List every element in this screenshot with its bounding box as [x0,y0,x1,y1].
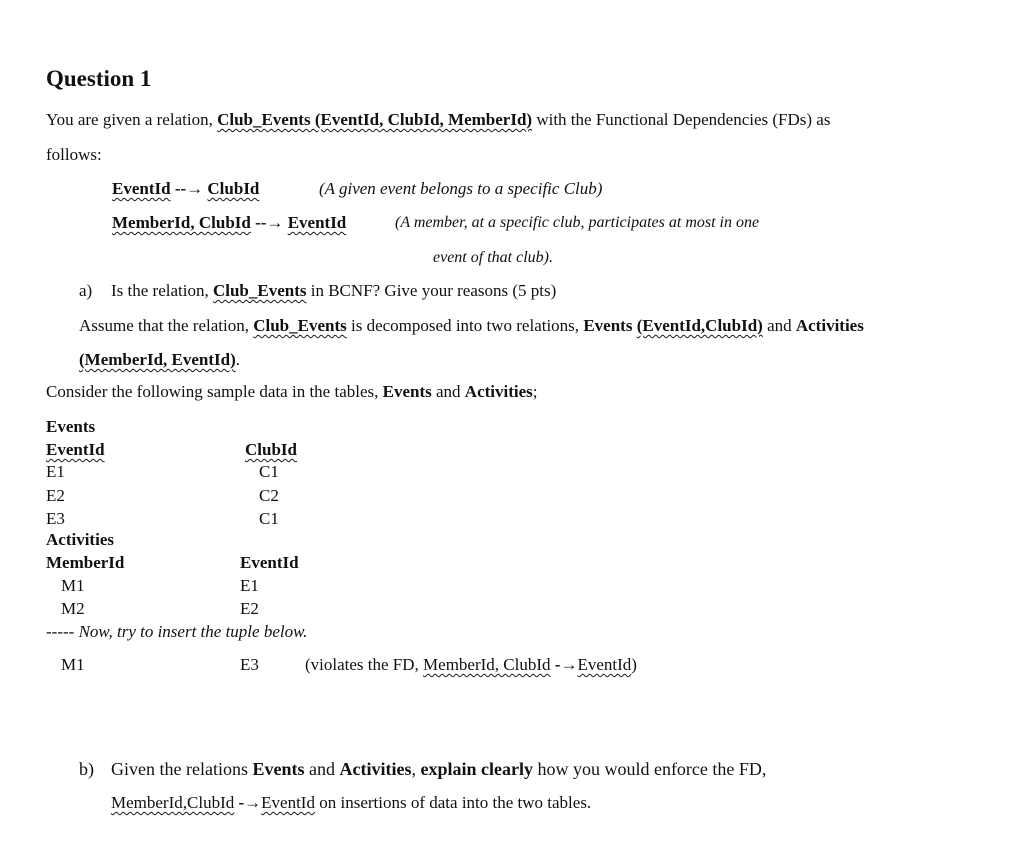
part-a-text [111,281,556,301]
activities-cell: M2 [61,599,85,618]
insert-violation [305,655,637,675]
events-cell: C2 [259,486,279,505]
insert-dashes: ----- [46,622,75,641]
fd1-lhs: EventId [112,179,171,198]
part-a-relation: Club_Events [212,281,307,300]
part-b-label: b) [79,759,94,779]
assume-line-2 [79,350,240,370]
part-a-prefix: Is the relation, [111,281,213,300]
activities-header-eventid: EventId [240,553,299,572]
activities-cell: E2 [240,599,259,618]
part-b-fd-rhs: EventId [261,793,315,812]
activities-table-title: Activities [46,530,114,549]
assume-activities-attrs: (MemberId, EventId) [79,350,236,369]
intro-prefix: You are given a relation, [46,110,218,129]
part-b-fd-lhs: MemberId,ClubId [111,793,235,812]
violation-suffix: ) [631,655,637,674]
insert-tuple-event: E3 [240,655,259,674]
consider-events: Events [382,382,432,401]
events-header-eventid: EventId [46,440,105,459]
consider-activities: Activities [464,382,533,401]
part-b-fd-arrow: -→ [234,793,262,812]
fd1-note: (A given event belongs to a specific Club) [319,179,603,198]
insert-tuple-member: M1 [61,655,85,674]
events-table-title: Events [46,417,96,436]
part-b-line-2 [111,793,591,813]
fd1-arrow: --→ [170,179,208,198]
events-cell: C1 [259,462,279,481]
fd2-rhs: EventId [287,213,347,232]
violation-arrow: -→ [550,655,578,674]
assume-and: and [762,316,796,335]
intro-suffix: with the Functional Dependencies (FDs) as [532,110,831,129]
violation-fd-rhs: EventId [577,655,632,674]
fd2-note-2: event of that club). [433,249,553,266]
assume-prefix: Assume that the relation, [79,316,254,335]
assume-line [79,316,864,336]
events-header-clubid: ClubId [245,440,297,459]
activities-header-memberid: MemberId [46,553,125,572]
part-b-p2: how you would enforce the FD, [532,759,767,779]
fd2-note: (A member, at a specific club, participates at most in one [395,214,760,231]
events-cell: E3 [46,509,65,528]
assume-mid: is decomposed into two relations, [346,316,584,335]
relation-name: Club_Events (EventId, ClubId, MemberId) [217,110,533,129]
events-cell: E2 [46,486,65,505]
part-b-and: and [304,759,340,779]
events-cell: E1 [46,462,65,481]
part-b-activities: Activities [339,759,412,779]
consider-prefix: Consider the following sample data in the tables, [46,382,383,401]
assume-events-name: Events [583,316,633,335]
assume-end: . [235,350,241,369]
fd-2 [112,213,346,233]
part-b-line-1 [111,759,766,779]
consider-line [46,382,538,402]
fd-1 [112,179,259,199]
fd2-arrow: --→ [250,213,288,232]
consider-end: ; [532,382,538,401]
part-a-label: a) [79,281,93,300]
activities-cell: E1 [240,576,259,595]
assume-relation: Club_Events [253,316,347,335]
events-cell: C1 [259,509,279,528]
fd1-rhs: ClubId [207,179,260,198]
assume-activities-name: Activities [795,316,864,335]
intro-line-2: follows: [46,145,102,164]
part-b-p3: on insertions of data into the two tables. [314,793,592,812]
question-title: Question 1 [46,66,152,91]
part-b-events: Events [252,759,305,779]
insert-text: Now, try to insert the tuple below. [74,622,308,641]
activities-cell: M1 [61,576,85,595]
part-b-p1: Given the relations [111,759,253,779]
part-a-suffix: in BCNF? Give your reasons (5 pts) [306,281,557,300]
assume-events-attrs: (EventId,ClubId) [636,316,763,335]
part-b-comma: , [411,759,421,779]
consider-and: and [431,382,465,401]
insert-note [46,622,307,642]
violation-fd-lhs: MemberId, ClubId [423,655,551,674]
intro-line [46,110,830,130]
violation-prefix: (violates the FD, [305,655,424,674]
part-b-explain: explain clearly [420,759,533,779]
fd2-lhs: MemberId, ClubId [112,213,251,232]
